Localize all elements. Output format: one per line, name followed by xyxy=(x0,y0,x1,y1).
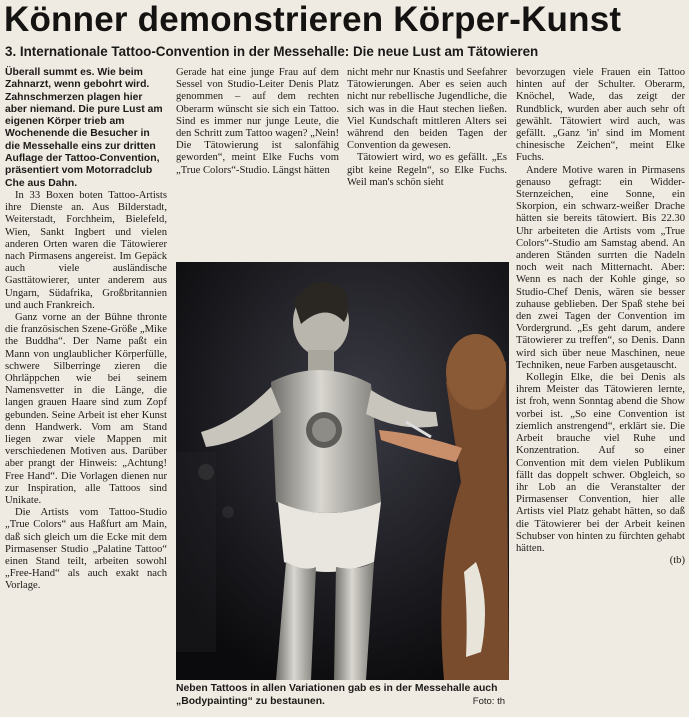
author-signature: (tb) xyxy=(669,555,685,567)
body-paragraph: Ganz vorne an der Bühne thronte die französischen Szene-Größe „Mike the Buddha“. Der Name paßt ein Mann von unglaublicher Körperfülle, schwere Silberringe zieren die Ohrläppchen wie bei seinem Namensvetter in die Länge, die langen grauen Haare sind zum Zopf gebunden. Seine Arbeit ist eher Kunst denn Handwerk. Vom am Stand liegen zwar viele Mappen mit verschiedenen Motiven aus. Darüber aber prangt der Hinweis: „Achtung! Free Hand“. Die Vorlagen dienen nur zur Inspiration, alle Tattoos sind Unikate. xyxy=(5,312,167,507)
photo-caption xyxy=(176,683,509,708)
body-paragraph: Die Artists vom Tattoo-Studio „True Colors“ aus Haßfurt am Main, daß sich gleich um die Ecke mit dem Pirmasenser Studio „Palatine Tattoo“ einen Stand teilt, arbeiten sowohl „Free-Hand“ als auch exakt nach Vorlage. xyxy=(5,507,167,592)
bodypainting-photo-illustration xyxy=(176,262,509,680)
body-paragraph: Andere Motive waren in Pirmasens genauso gefragt: ein Widder-Sternzeichen, eine Sonne, ein Skorpion, ein schwarz-weißer Drache hätten sie bereits tätowiert. Bis 22.30 Uhr arbeiteten die Artists vom „True Colors“-Studio am Samstag abend. An anderen Ständen surrten die Nadeln noch weit nach Mitternacht. Aber: Wenn es nach der Kohle ginge, so Studio-Chef Denis, wären sie besser zuhause geblieben. Der Spaß stehe bei den zwei Tagen der Convention im Vordergrund. „Es geht darum, andere Tätowierer zu treffen“, so Denis. Dann wird sich über neue Maschinen, neue Techniken, neue Farben ausgetauscht. xyxy=(516,164,685,371)
bodypainting-photo xyxy=(176,262,509,680)
body-paragraph: Tätowiert wird, wo es gefällt. „Es gibt keine Regeln“, so Elke Fuchs. Weil man's schön sieht xyxy=(347,152,507,188)
body-paragraph: In 33 Boxen boten Tattoo-Artists ihre Dienste an. Aus Bilderstadt, Weiterstadt, Forchheim, Bielefeld, Wien, Sankt Ingbert und vielen anderen Orten waren die Tätowierer nach Pirmasens angereist. Im Gepäck auch viele ausländische Gasttätowierer, unter anderem aus Ungarn, Südafrika, Großbritannien und auch Frankreich. xyxy=(5,189,167,311)
body-paragraph: nicht mehr nur Knastis und Seefahrer Tätowierungen. Aber es seien auch nicht nur rebellische Jugendliche, die sich was in die Haut stechen ließen. Viel Kundschaft mittleren Alters sei während den beiden Tagen der Convention da gewesen. xyxy=(347,67,507,152)
subheadline: 3. Internationale Tattoo-Convention in der Messehalle: Die neue Lust am Tätowieren xyxy=(5,44,539,59)
headline: Könner demonstrieren Körper-Kunst xyxy=(4,0,622,39)
column-4 xyxy=(516,67,685,712)
lead-paragraph: Überall summt es. Wie beim Zahnarzt, wenn gebohrt wird. Zahnschmerzen plagen hier aber niemand. Die pure Lust am eigenen Körper trieb am Wochenende die Besucher in die Messehalle eins zur dritten Auflage der Tattoo-Convention, präsentiert vom Motorradclub Che aus Dahn. xyxy=(5,67,163,189)
column-1 xyxy=(5,67,167,712)
column-2 xyxy=(176,67,339,261)
body-paragraph: Gerade hat eine junge Frau auf dem Sessel von Studio-Leiter Denis Platz genommen – auf dem rechten Oberarm wünscht sie sich ein Tattoo. Sind es immer nur junge Leute, die den Schritt zum Tattoo wagen? „Nein! Die Tätowierung ist salonfähig geworden“, meint Elke Fuchs vom „True Colors“-Studio. Längst hätten xyxy=(176,67,339,176)
body-paragraph: bevorzugen viele Frauen ein Tattoo hinten auf der Schulter. Oberarm, Knöchel, Wade, das zeigt der Rundblick, wurden aber auch sehr oft gewählt. Tätowiert wird auch, was gefällt. „Ganz 'in' sind im Moment chinesische Zeichen“, meint Elke Fuchs. xyxy=(516,67,685,164)
body-paragraph: Kollegin Elke, die bei Denis als ihrem Meister das Tätowieren lernte, ist froh, wenn Sonntag abend die Show vorbei ist. „So eine Convention ist ziemlich anstrengend“, erklärt sie. Die Arbeit brauche viel Ruhe und Konzentration. Auf so einer Convention mit dem vielen Publikum fällt das doppelt schwer. Obgleich, so ihr Lob an die Veranstalter der Pirmasenser Convention, hier alle Artists viel Platz gehabt hätten, so daß die Tätowierer bei der Arbeit keinen Schubser von hinten zu fürchten gehabt hätten. xyxy=(516,372,685,554)
caption-text: Neben Tattoos in allen Variationen gab es in der Messehalle auch „Bodypainting“ zu bestaunen. xyxy=(176,683,498,707)
column-3 xyxy=(347,67,507,261)
photo-credit: Foto: th xyxy=(472,695,505,707)
